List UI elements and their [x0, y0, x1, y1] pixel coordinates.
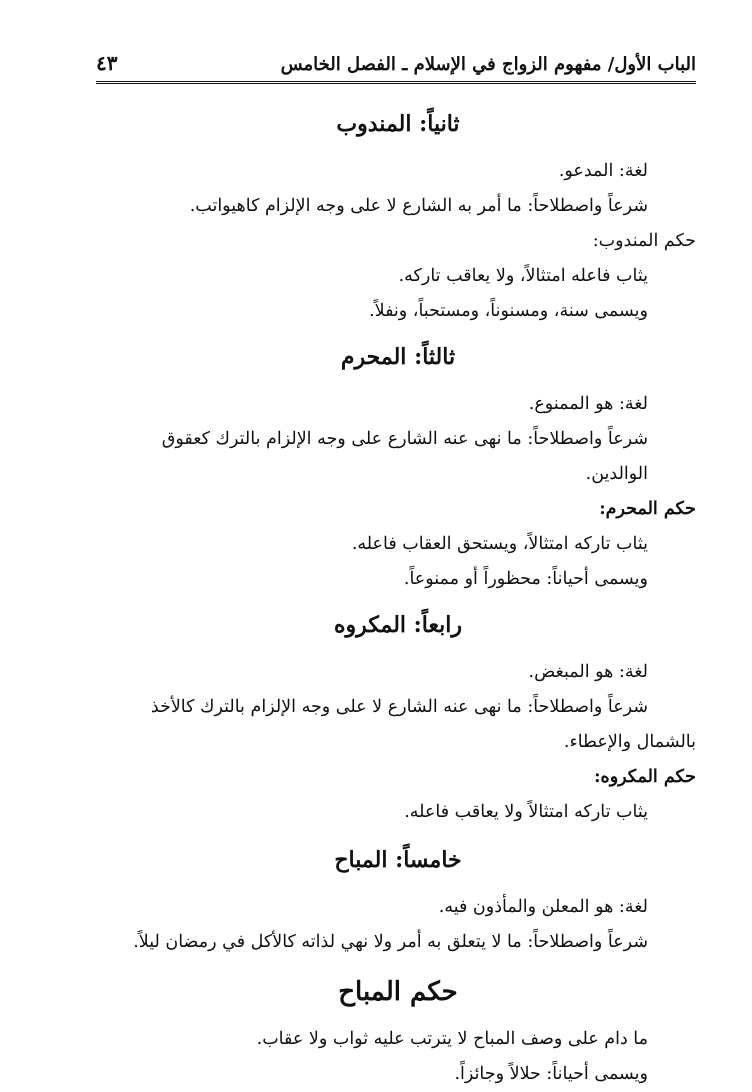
body-line: بالشمال والإعطاء. — [563, 732, 696, 752]
body-line: ويسمى أحياناً: محظوراً أو ممنوعاً. — [403, 569, 648, 589]
body-line: لغة: المدعو. — [558, 161, 648, 181]
body-line: ويسمى سنة، ومسنوناً، ومستحباً، ونفلاً. — [369, 301, 648, 321]
section-heading: رابعاً: المكروه — [334, 612, 462, 638]
page-number: ٤٣ — [96, 51, 118, 75]
section-heading: خامساً: المباح — [334, 847, 462, 873]
body-line: ويسمى أحياناً: حلالاً وجائزاً. — [454, 1064, 648, 1084]
body-line: شرعاً واصطلاحاً: ما لا يتعلق به أمر ولا نهي لذاته كالأكل في رمضان ليلاً. — [133, 932, 648, 952]
subheading: حكم المحرم: — [599, 499, 696, 519]
section-heading: حكم المباح — [338, 977, 458, 1007]
body-line: شرعاً واصطلاحاً: ما أمر به الشارع لا على وجه الإلزام كاهيواتب. — [189, 196, 648, 216]
body-line: شرعاً واصطلاحاً: ما نهى عنه الشارع على وجه الإلزام بالترك كعقوق الوالدين. — [161, 429, 648, 484]
body-line: لغة: هو الممنوع. — [528, 394, 648, 414]
section-heading: ثالثاً: المحرم — [340, 344, 456, 370]
page-body — [100, 100, 696, 1092]
body-line: لغة: هو المبغض. — [528, 662, 648, 682]
running-header — [96, 44, 696, 84]
body-line: لغة: هو المعلن والمأذون فيه. — [438, 897, 648, 917]
body-line: يثاب فاعله امتثالاً، ولا يعاقب تاركه. — [398, 266, 648, 286]
running-title: الباب الأول/ مفهوم الزواج في الإسلام ـ الفصل الخامس — [280, 54, 696, 75]
subheading: حكم المندوب: — [592, 231, 696, 251]
section-heading: ثانياً: المندوب — [336, 111, 460, 137]
body-line: يثاب تاركه امتثالاً ولا يعاقب فاعله. — [404, 802, 648, 822]
body-line: شرعاً واصطلاحاً: ما نهى عنه الشارع لا على وجه الإلزام بالترك كالأخذ — [150, 697, 648, 717]
body-line: ما دام على وصف المباح لا يترتب عليه ثواب ولا عقاب. — [256, 1029, 648, 1049]
subheading: حكم المكروه: — [594, 767, 696, 787]
body-line: يثاب تاركه امتثالاً، ويستحق العقاب فاعله. — [351, 534, 648, 554]
